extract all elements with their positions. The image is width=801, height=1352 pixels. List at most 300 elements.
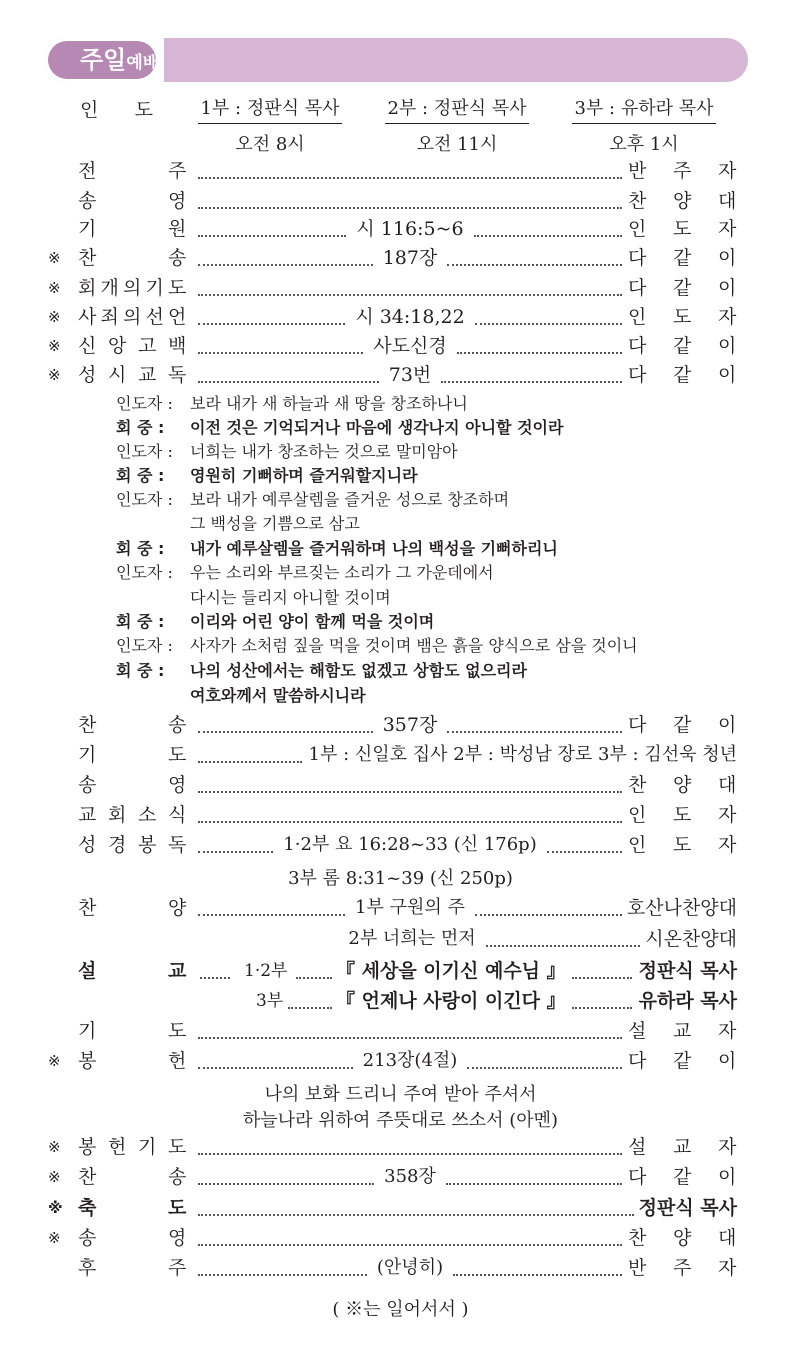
order-item-label-char: 주: [168, 160, 187, 182]
order-item-right-char: 이: [718, 364, 737, 386]
order-hymn: [0, 710, 801, 740]
order-item-right: [628, 360, 738, 390]
order-item-right-char: 반: [628, 160, 647, 182]
reading-text: 내가 예루살렘을 즐거워하며 나의 백성을 기뻐하리니: [190, 539, 558, 558]
order-item-label-mark: ※: [48, 337, 61, 355]
order-item-label-char: 교: [138, 364, 157, 386]
order-closing-item-right-char: 교: [673, 1136, 692, 1158]
order-closing-item-leader: [198, 1153, 622, 1155]
order-closing-item-label-char: 송: [78, 1227, 97, 1249]
order-scripture-right-char: 자: [718, 834, 737, 856]
order-item-leader-left: [198, 352, 363, 354]
order-scripture-label: [62, 830, 188, 860]
order-item-right-char: 같: [673, 364, 692, 386]
order-closing-item-label: [48, 1162, 188, 1192]
order-closing-item-label-char: 기: [138, 1136, 157, 1158]
order-item-leader-left: [198, 323, 345, 325]
order-item-leader-right: [474, 235, 622, 237]
order-closing-item-right-char: 찬: [628, 1227, 647, 1249]
order-praise: [0, 770, 801, 800]
order-closing-item-right: [628, 1132, 738, 1162]
reading-leader-line: [116, 561, 494, 584]
order-item-label-char: 회: [78, 277, 97, 299]
order-prayer-after-right: [628, 1016, 738, 1046]
order-item-label-char: 백: [168, 335, 187, 357]
order-closing-item-label: [48, 1132, 188, 1162]
order-closing-item-right: [628, 1162, 738, 1192]
order-offering-leader-right: [467, 1067, 622, 1069]
reading-speaker: 인도자 :: [116, 636, 173, 655]
order-praise-label: [62, 770, 188, 800]
order-item-right-char: 같: [673, 335, 692, 357]
order-news-label-char: 식: [168, 804, 187, 826]
sermon2-leader-c: [572, 1007, 632, 1009]
order-hymn-right-char: 다: [628, 714, 647, 736]
order-item-right-char: 인: [628, 218, 647, 240]
order-scripture-mid: 1·2부 요 16:28~33 (신 176p): [283, 834, 537, 855]
order-closing-item-right: 정판식 목사: [638, 1197, 737, 1219]
order-scripture: [0, 830, 801, 860]
order-scripture-leader-left: [198, 851, 273, 853]
page-title: [80, 40, 159, 80]
order-hymn-leader-right: [447, 731, 622, 733]
order-closing-item-leader-right: [453, 1274, 622, 1276]
order-item-label-char: 사: [78, 306, 97, 328]
reading-speaker: 회 중 :: [116, 466, 165, 485]
order-news: [0, 800, 801, 830]
order-item-right-char: 인: [628, 306, 647, 328]
order-item-right-char: 다: [628, 335, 647, 357]
order-item-right-char: 대: [718, 190, 737, 212]
order-item: [0, 302, 801, 332]
order-item: [0, 214, 801, 244]
order-praise-right-char: 양: [673, 774, 692, 796]
order-item-leader-left: [198, 381, 379, 383]
order-item-leader-right: [447, 264, 622, 266]
reading-congregation-line: [116, 659, 527, 682]
order-anthem-right: 호산나찬양대: [626, 897, 737, 919]
order-item-right-char: 자: [718, 160, 737, 182]
order-news-label: [62, 800, 188, 830]
order-closing-item-right-char: 대: [718, 1227, 737, 1249]
order-anthem-leader-left: [198, 914, 345, 916]
reading-text: 보라 내가 예루살렘을 즐거운 성으로 창조하며: [190, 490, 510, 509]
order-sermon-2: [0, 986, 801, 1016]
order-closing-item-right-char: 다: [628, 1166, 647, 1188]
order-item-right-char: 같: [673, 247, 692, 269]
order-item-right-char: 자: [718, 306, 737, 328]
order-item-label-char: 고: [138, 335, 157, 357]
order-item-label-char: 앙: [108, 335, 127, 357]
order-offering-mid: 213장(4절): [362, 1050, 458, 1071]
order-item-right-char: 이: [718, 277, 737, 299]
order-prayer-leader: [198, 761, 302, 763]
order-praise-leader: [198, 791, 622, 793]
order-closing-item-label-char: 찬: [78, 1166, 97, 1188]
order-sermon: [0, 956, 801, 986]
order-item-right-char: 자: [718, 218, 737, 240]
sermon-title-2: 『 언제나 사랑이 이긴다 』: [336, 990, 566, 1012]
order-scripture-label-char: 성: [78, 834, 97, 856]
order-anthem-2-leader-right: [486, 945, 641, 947]
order-closing-item-label-char: 축: [78, 1197, 97, 1219]
service-3-pastor: 3부 : 유하라 목사: [572, 94, 715, 124]
reading-speaker: 회 중 :: [116, 612, 165, 631]
order-offering-right-char: 같: [673, 1050, 692, 1072]
order-anthem-2: [0, 924, 801, 954]
reading-speaker: 인도자 :: [116, 490, 173, 509]
order-scripture-right-char: 도: [673, 834, 692, 856]
order-item-label-char: 전: [78, 160, 97, 182]
order-sermon-label-char: 교: [168, 960, 187, 982]
order-item-right: [628, 273, 738, 303]
order-sermon-label-char: 설: [78, 960, 97, 982]
order-hymn-right-char: 같: [673, 714, 692, 736]
reading-text: 보라 내가 새 하늘과 새 땅을 창조하나니: [190, 394, 468, 413]
order-item-leader-right: [475, 323, 622, 325]
reading-text: 그 백성을 기쁨으로 삼고: [190, 514, 360, 533]
reading-speaker: 회 중 :: [116, 418, 165, 437]
sermon-services-2: 3부: [256, 991, 284, 1011]
order-item-label-char: 송: [78, 190, 97, 212]
reading-text: 우는 소리와 부르짖는 소리가 그 가운데에서: [190, 563, 494, 582]
order-closing-item-mid: (안녕히): [376, 1257, 444, 1278]
order-offering-label-char: 헌: [168, 1050, 187, 1072]
order-closing-item-label-mark: ※: [48, 1229, 61, 1247]
offering-lyric-line: 나의 보화 드리니 주여 받아 주셔서: [264, 1084, 537, 1105]
order-item-right-char: 다: [628, 277, 647, 299]
service-2-time: 오전 11시: [416, 134, 498, 155]
order-closing-item-label-char: 헌: [108, 1136, 127, 1158]
order-item-label-mark: ※: [48, 366, 61, 384]
order-item-right-char: 다: [628, 247, 647, 269]
service-3-time: 오후 1시: [609, 134, 679, 155]
sermon2-leader-b: [288, 1007, 332, 1009]
order-closing-item-label-char: 후: [78, 1257, 97, 1279]
order-item-label: [48, 302, 188, 332]
order-item-label-char: 개: [100, 277, 119, 299]
order-item-label-char: 의: [123, 306, 142, 328]
order-item-label-char: 언: [168, 306, 187, 328]
order-closing-item-right: [628, 1223, 738, 1253]
reading-congregation-line: [116, 610, 434, 633]
order-prayer-label-char: 도: [168, 744, 187, 766]
title-sub: 예배: [126, 53, 160, 73]
order-news-right-char: 자: [718, 804, 737, 826]
order-hymn-label-char: 송: [168, 714, 187, 736]
order-item-label: [48, 243, 188, 273]
order-prayer-after-right-char: 자: [718, 1020, 737, 1042]
order-prayer-after-label-char: 도: [168, 1020, 187, 1042]
order-praise-label-char: 영: [168, 774, 187, 796]
order-item-label-mark: ※: [48, 249, 61, 267]
order-item-leader-left: [198, 264, 373, 266]
order-closing-item-right-char: 같: [673, 1166, 692, 1188]
order-item-label-char: 기: [78, 218, 97, 240]
order-hymn-label-char: 찬: [78, 714, 97, 736]
order-hymn-label: [62, 710, 188, 740]
order-item-label-mark: ※: [48, 308, 61, 326]
order-closing-item-label-char: 주: [168, 1257, 187, 1279]
order-item-label-mark: ※: [48, 279, 61, 297]
order-item-label-char: 도: [168, 277, 187, 299]
order-item-right-char: 찬: [628, 190, 647, 212]
order-item-leader: [198, 177, 622, 179]
reading-text: 다시는 들리지 아니할 것이며: [190, 588, 391, 607]
reading-speaker: 회 중 :: [116, 661, 165, 680]
order-prayer-after: [0, 1016, 801, 1046]
order-news-right-char: 인: [628, 804, 647, 826]
order-closing-item-label-char: 영: [168, 1227, 187, 1249]
order-closing-item-label-char: 도: [168, 1136, 187, 1158]
reading-congregation-line: [190, 684, 366, 707]
order-praise-right-char: 대: [718, 774, 737, 796]
service-2: [377, 94, 537, 156]
order-offering-right-char: 다: [628, 1050, 647, 1072]
order-closing-item-label-char: 송: [168, 1166, 187, 1188]
reading-speaker: 인도자 :: [116, 394, 173, 413]
reading-text: 너희는 내가 창조하는 것으로 말미암아: [190, 442, 458, 461]
reading-text: 나의 성산에서는 해함도 없겠고 상함도 없으리라: [190, 661, 527, 680]
service-1-time: 오전 8시: [235, 134, 305, 155]
order-item-mid: 73번: [388, 364, 432, 386]
order-closing-item-right: [628, 1253, 738, 1283]
reading-text: 사자가 소처럼 짚을 먹을 것이며 뱀은 흙을 양식으로 삼을 것이니: [190, 636, 638, 655]
order-item-label-char: 송: [168, 247, 187, 269]
order-item-right: [628, 302, 738, 332]
reading-leader-line: [190, 586, 391, 609]
order-item-label-char: 의: [123, 277, 142, 299]
order-closing-item: [0, 1253, 801, 1283]
order-offering: [0, 1046, 801, 1076]
offering-lyric-line: 하늘나라 위하여 주뜻대로 쓰소서 (아멘): [242, 1110, 559, 1131]
order-closing-item-label: [48, 1223, 188, 1253]
order-anthem-label-char: 찬: [78, 897, 97, 919]
service-1-pastor: 1부 : 정판식 목사: [198, 94, 341, 124]
order-closing-item-right-char: 양: [673, 1227, 692, 1249]
order-prayer-after-label: [62, 1016, 188, 1046]
order-item-right: [628, 243, 738, 273]
order-closing-item-label-mark: ※: [48, 1199, 63, 1217]
order-closing-item: [0, 1162, 801, 1192]
order-item-leader: [198, 294, 622, 296]
order-item-label: [62, 186, 188, 216]
sermon-preacher-2: 유하라 목사: [638, 990, 737, 1012]
order-item-label: [62, 156, 188, 186]
order-prayer-label-char: 기: [78, 744, 97, 766]
order-anthem: [0, 893, 801, 923]
order-offering-right: [628, 1046, 738, 1076]
sermon-services: 1·2부: [244, 961, 288, 981]
order-item-label: [48, 331, 188, 361]
order-scripture-right: [628, 830, 738, 860]
scripture-second-line: 3부 롬 8:31~39 (신 250p): [288, 868, 513, 889]
order-news-right: [628, 800, 738, 830]
reading-leader-line: [190, 512, 360, 535]
order-closing-item-label-mark: ※: [48, 1168, 61, 1186]
reading-text: 여호와께서 말씀하시니라: [190, 686, 366, 705]
order-item-right: [628, 156, 738, 186]
order-prayer: [0, 740, 801, 770]
footer-note: ( ※는 일어서서 ): [332, 1299, 469, 1320]
order-item-label-char: 죄: [100, 306, 119, 328]
order-prayer-leaders: 1부 : 신일호 집사 2부 : 박성남 장로 3부 : 김선욱 청년: [308, 744, 737, 765]
service-3: [564, 94, 724, 156]
order-anthem-2-right: 시온찬양대: [645, 928, 737, 950]
order-closing-item-mid: 358장: [384, 1166, 436, 1187]
order-item-right-char: 양: [673, 190, 692, 212]
order-news-label-char: 회: [108, 804, 127, 826]
order-item-label-char: 성: [78, 364, 97, 386]
order-item: [0, 156, 801, 186]
order-praise-right: [628, 770, 738, 800]
order-offering-leader-left: [198, 1067, 353, 1069]
order-prayer-after-right-char: 교: [673, 1020, 692, 1042]
order-item-label-char: 독: [168, 364, 187, 386]
order-item-mid: 187장: [382, 247, 438, 269]
reading-congregation-line: [116, 537, 558, 560]
order-closing-item-right-char: 설: [628, 1136, 647, 1158]
order-closing-item: [0, 1223, 801, 1253]
reading-speaker: 인도자 :: [116, 442, 173, 461]
order-news-label-char: 교: [78, 804, 97, 826]
order-hymn-right: [628, 710, 738, 740]
order-item-label: [48, 273, 188, 303]
order-closing-item-leader-left: [198, 1274, 367, 1276]
order-closing-item: [0, 1132, 801, 1162]
order-item-right: [628, 331, 738, 361]
order-praise-right-char: 찬: [628, 774, 647, 796]
order-news-label-char: 소: [138, 804, 157, 826]
order-prayer-after-leader: [198, 1037, 622, 1039]
order-item: [0, 360, 801, 390]
leader-label: 인 도: [80, 99, 153, 121]
order-closing-item-right-char: 자: [718, 1257, 737, 1279]
order-item-label-char: 찬: [78, 247, 97, 269]
reading-text: 이리와 어린 양이 함께 먹을 것이며: [190, 612, 435, 631]
order-item-right-char: 다: [628, 364, 647, 386]
title-main: 주일: [80, 46, 127, 74]
reading-leader-line: [116, 440, 458, 463]
order-anthem-label: [62, 893, 188, 923]
order-scripture-right-char: 인: [628, 834, 647, 856]
sermon-leader-b: [296, 977, 332, 979]
order-hymn-leader-left: [198, 731, 373, 733]
order-item-right-char: 같: [673, 277, 692, 299]
reading-speaker: 회 중 :: [116, 539, 165, 558]
order-prayer-after-right-char: 설: [628, 1020, 647, 1042]
service-1: [190, 94, 350, 156]
order-offering-label-mark: ※: [48, 1052, 61, 1070]
service-2-pastor: 2부 : 정판식 목사: [385, 94, 528, 124]
order-closing-item-label-char: 도: [168, 1197, 187, 1219]
order-closing-item-right-char: 이: [718, 1166, 737, 1188]
sermon-title: 『 세상을 이기신 예수님 』: [336, 960, 566, 982]
reading-text: 이전 것은 기억되거나 마음에 생각나지 아니할 것이라: [190, 418, 564, 437]
order-item-right-char: 도: [673, 306, 692, 328]
order-closing-item-label-mark: ※: [48, 1138, 61, 1156]
order-item-label-char: 원: [168, 218, 187, 240]
order-hymn-mid: 357장: [382, 714, 438, 736]
order-prayer-after-label-char: 기: [78, 1020, 97, 1042]
order-item: [0, 331, 801, 361]
reading-leader-line: [116, 488, 509, 511]
order-item-label-char: 신: [78, 335, 97, 357]
order-anthem-label-char: 양: [168, 897, 187, 919]
order-news-leader: [198, 821, 622, 823]
order-closing-item-leader: [198, 1214, 634, 1216]
order-scripture-label-char: 경: [108, 834, 127, 856]
order-closing-item-label: [48, 1193, 188, 1223]
order-anthem-leader-right: [475, 914, 622, 916]
order-item-right: [628, 186, 738, 216]
order-hymn-right-char: 이: [718, 714, 737, 736]
order-closing-item-leader-right: [446, 1183, 622, 1185]
order-item-leader: [198, 207, 622, 209]
order-item: [0, 186, 801, 216]
order-item-right-char: 이: [718, 247, 737, 269]
reading-text: 영원히 기뻐하며 즐거워할지니라: [190, 466, 418, 485]
order-closing-item: [0, 1193, 801, 1223]
order-closing-item-label: [62, 1253, 188, 1283]
order-anthem-2-mid: 2부 너희는 먼저: [348, 928, 476, 949]
order-closing-item-label-char: 봉: [78, 1136, 97, 1158]
order-item-label-char: 시: [108, 364, 127, 386]
sermon-preacher: 정판식 목사: [638, 960, 737, 982]
reading-leader-line: [116, 634, 638, 657]
reading-speaker: 인도자 :: [116, 563, 173, 582]
order-sermon-label: [62, 956, 188, 986]
order-item-label: [62, 214, 188, 244]
order-offering-right-char: 이: [718, 1050, 737, 1072]
order-offering-label: [48, 1046, 188, 1076]
order-news-right-char: 도: [673, 804, 692, 826]
order-item-leader-right: [441, 381, 622, 383]
order-item: [0, 273, 801, 303]
order-item-leader-left: [198, 235, 346, 237]
order-anthem-mid: 1부 구원의 주: [355, 897, 465, 918]
order-item-label-char: 선: [145, 306, 164, 328]
order-item-mid: 시 34:18,22: [355, 306, 465, 328]
order-item-leader-right: [457, 352, 622, 354]
sermon-leader-c: [572, 977, 632, 979]
order-closing-item-leader-left: [198, 1183, 374, 1185]
order-item-label-char: 기: [145, 277, 164, 299]
order-item-label-char: 영: [168, 190, 187, 212]
order-item-right-char: 도: [673, 218, 692, 240]
order-offering-label-char: 봉: [78, 1050, 97, 1072]
order-praise-label-char: 송: [78, 774, 97, 796]
order-closing-item-right-char: 주: [673, 1257, 692, 1279]
order-closing-item-right-char: 자: [718, 1136, 737, 1158]
reading-congregation-line: [116, 416, 563, 439]
order-closing-item-leader: [198, 1244, 622, 1246]
sermon-leader-a: [200, 977, 230, 979]
order-item-right-char: 이: [718, 335, 737, 357]
order-item-right: [628, 214, 738, 244]
order-scripture-label-char: 봉: [138, 834, 157, 856]
reading-leader-line: [116, 392, 468, 415]
order-item: [0, 243, 801, 273]
order-item-mid: 사도신경: [373, 335, 447, 357]
order-prayer-label: [62, 740, 188, 770]
order-item-right-char: 주: [673, 160, 692, 182]
reading-congregation-line: [116, 464, 418, 487]
order-item-label: [48, 360, 188, 390]
order-scripture-leader-right: [547, 851, 622, 853]
order-scripture-label-char: 독: [168, 834, 187, 856]
order-item-mid: 시 116:5~6: [356, 218, 464, 240]
